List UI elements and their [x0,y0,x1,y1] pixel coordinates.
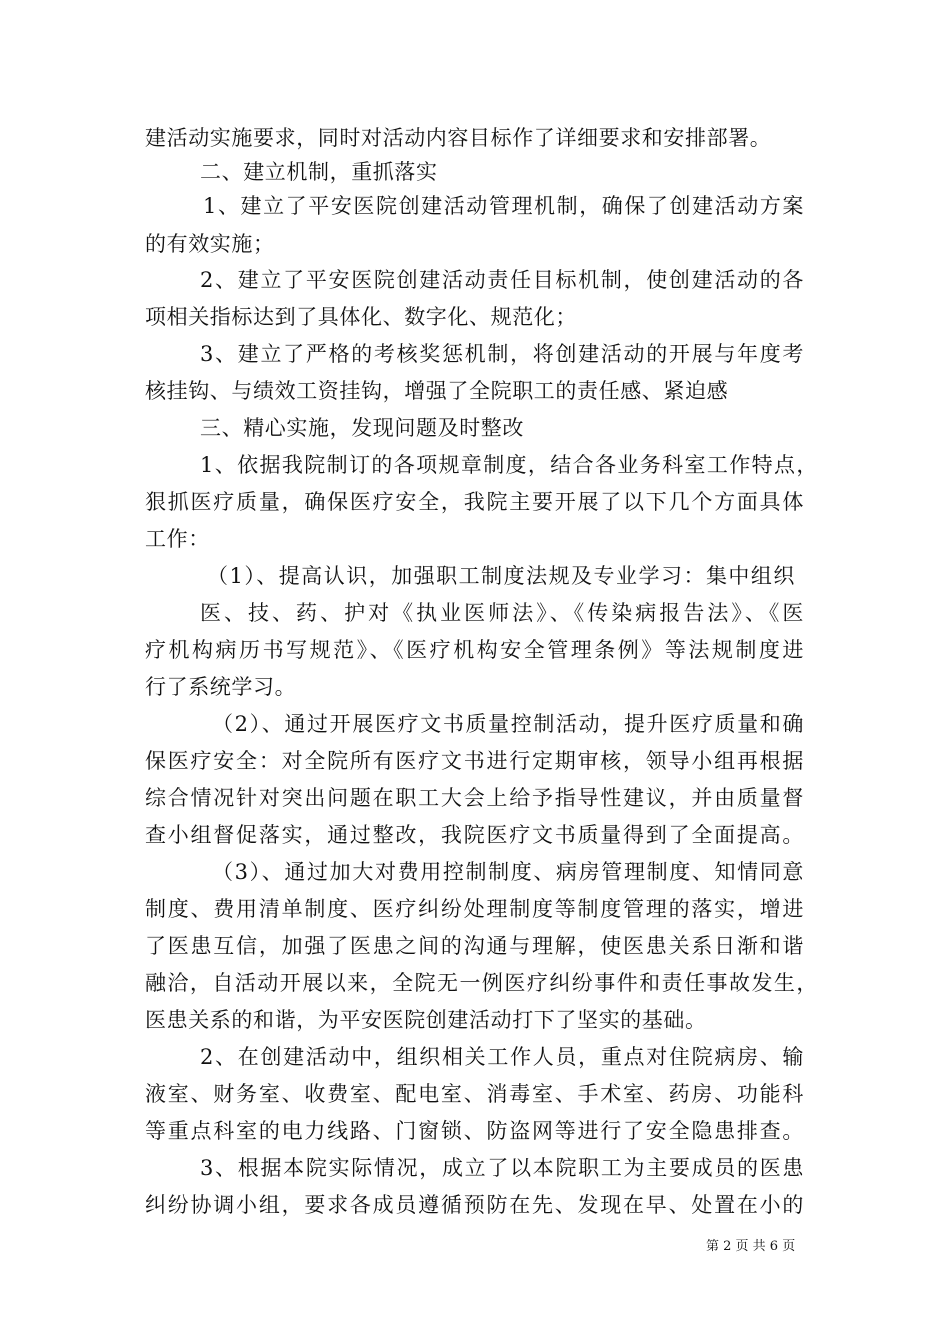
text-line: 保医疗安全：对全院所有医疗文书进行定期审核，领导小组再根据 [145,749,804,773]
text-line: 综合情况针对突出问题在职工大会上给予指导性建议，并由质量督 [145,786,804,810]
section-heading: 二、建立机制，重抓落实 [200,160,438,184]
text-line: 3、根据本院实际情况，成立了以本院职工为主要成员的医患 [200,1156,804,1180]
text-line: （2）、通过开展医疗文书质量控制活动，提升医疗质量和确 [212,712,804,736]
text-line: （3）、通过加大对费用控制制度、病房管理制度、知情同意 [212,860,804,884]
text-line: 项相关指标达到了具体化、数字化、规范化； [145,305,577,329]
text-line: 3、建立了严格的考核奖惩机制，将创建活动的开展与年度考 [200,342,804,366]
text-line: 制度、费用清单制度、医疗纠纷处理制度等制度管理的落实，增进 [145,897,804,921]
text-line: 查小组督促落实，通过整改，我院医疗文书质量得到了全面提高。 [145,823,804,847]
text-line: 液室、财务室、收费室、配电室、消毒室、手术室、药房、功能科 [145,1082,804,1106]
text-line: 等重点科室的电力线路、门窗锁、防盗网等进行了安全隐患排查。 [145,1119,804,1143]
text-line: 疗机构病历书写规范》、《医疗机构安全管理条例》等法规制度进 [145,638,804,662]
text-line: 纠纷协调小组，要求各成员遵循预防在先、发现在早、处置在小的 [145,1193,804,1217]
text-line: 医、技、药、护对《执业医师法》、《传染病报告法》、《医 [200,601,804,625]
text-line: 建活动实施要求，同时对活动内容目标作了详细要求和安排部署。 [145,126,772,150]
text-line: 1、建立了平安医院创建活动管理机制，确保了创建活动方案 [203,194,804,218]
text-line: 的有效实施； [145,232,275,256]
page-number: 第 2 页 共 6 页 [706,1239,796,1254]
text-line: 行了系统学习。 [145,675,297,699]
text-line: 狠抓医疗质量，确保医疗安全，我院主要开展了以下几个方面具体 [145,490,804,514]
text-line: 工作： [145,527,210,551]
text-line: 核挂钩、与绩效工资挂钩，增强了全院职工的责任感、紧迫感 [145,379,729,403]
text-line: （1）、提高认识，加强职工制度法规及专业学习：集中组织 [207,564,795,588]
section-heading: 三、精心实施，发现问题及时整改 [200,416,524,440]
text-line: 2、建立了平安医院创建活动责任目标机制，使创建活动的各 [200,268,804,292]
text-line: 融洽，自活动开展以来，全院无一例医疗纠纷事件和责任事故发生， [145,971,818,995]
text-line: 了医患互信，加强了医患之间的沟通与理解，使医患关系日渐和谐 [145,934,804,958]
text-line: 1、依据我院制订的各项规章制度，结合各业务科室工作特点， [200,453,818,477]
text-line: 2、在创建活动中，组织相关工作人员，重点对住院病房、输 [200,1045,804,1069]
text-line: 医患关系的和谐，为平安医院创建活动打下了坚实的基础。 [145,1008,707,1032]
